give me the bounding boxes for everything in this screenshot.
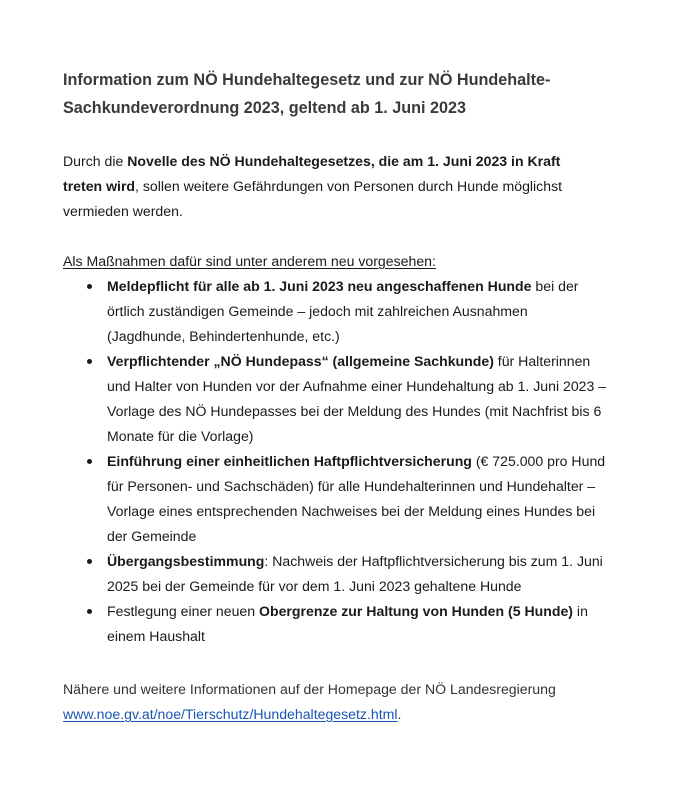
measure-item-registration: Meldepflicht für alle ab 1. Juni 2023 neu angeschaffenen Hunde bei der örtlich zuständigen Gemeinde – jedoch mit zahlreichen Ausnahmen (Jagdhunde, Behindertenhunde, etc.) xyxy=(63,274,608,349)
measure-bold-text: Verpflichtender „NÖ Hundepass“ (allgemeine Sachkunde) xyxy=(107,353,494,369)
measures-heading: Als Maßnahmen dafür sind unter anderem neu vorgesehen: xyxy=(63,253,436,269)
measure-bold-text: Meldepflicht für alle ab 1. Juni 2023 neu angeschaffenen Hunde xyxy=(107,278,532,294)
measure-bold-text: Übergangsbestimmung xyxy=(107,553,265,569)
intro-text-bold: Novelle des NÖ Hundehaltegesetzes, die am 1. Juni 2023 in Kraft treten wird xyxy=(63,153,561,194)
measure-bold-text: Einführung einer einheitlichen Haftpflichtversicherung xyxy=(107,453,472,469)
bullet-icon xyxy=(87,359,92,364)
measures-list xyxy=(63,274,608,649)
title-line-2: Sachkundeverordnung 2023, geltend ab 1. Juni 2023 xyxy=(63,99,467,117)
intro-text-pre: Durch die xyxy=(63,153,128,169)
footer-paragraph: Nähere und weitere Informationen auf der Homepage der NÖ Landesregierung www.noe.gv.at/noe/Tierschutz/Hundehaltegesetz.html. xyxy=(63,681,556,722)
bullet-icon xyxy=(87,559,92,564)
intro-paragraph xyxy=(63,149,593,224)
intro-text-post: , sollen weitere Gefährdungen von Personen durch Hunde möglichst vermieden werden. xyxy=(63,178,563,219)
document-page xyxy=(63,66,623,727)
bullet-icon xyxy=(87,609,92,614)
footer-text: Nähere und weitere Informationen auf der Homepage der NÖ Landesregierung xyxy=(63,681,556,697)
bullet-icon xyxy=(87,459,92,464)
bullet-icon xyxy=(87,284,92,289)
measure-item-insurance: Einführung einer einheitlichen Haftpflichtversicherung (€ 725.000 pro Hund für Personen- und Sachschäden) für alle Hundehalterinnen und Hundehalter – Vorlage eines entsprechenden Nachweises bei der Meldung eines Hundes bei der Gemeinde xyxy=(63,449,608,549)
measure-bold-text: Obergrenze zur Haltung von Hunden (5 Hunde) xyxy=(259,603,574,619)
title-line-1: Information zum NÖ Hundehaltegesetz und zur NÖ Hundehalte- xyxy=(63,71,551,89)
document-title xyxy=(63,66,623,122)
homepage-link[interactable]: www.noe.gv.at/noe/Tierschutz/Hundehaltegesetz.html xyxy=(63,706,398,722)
measure-item-transition: Übergangsbestimmung: Nachweis der Haftpflichtversicherung bis zum 1. Juni 2025 bei der Gemeinde für vor dem 1. Juni 2023 gehaltene Hunde xyxy=(63,549,608,599)
measure-item-dog-pass: Verpflichtender „NÖ Hundepass“ (allgemeine Sachkunde) für Halterinnen und Halter von Hunden vor der Aufnahme einer Hundehaltung ab 1. Juni 2023 – Vorlage des NÖ Hundepasses bei der Meldung des Hundes (mit Nachfrist bis 6 Monate für die Vorlage) xyxy=(63,349,608,449)
measure-item-limit: Festlegung einer neuen Obergrenze zur Haltung von Hunden (5 Hunde) in einem Haushalt xyxy=(63,599,608,649)
